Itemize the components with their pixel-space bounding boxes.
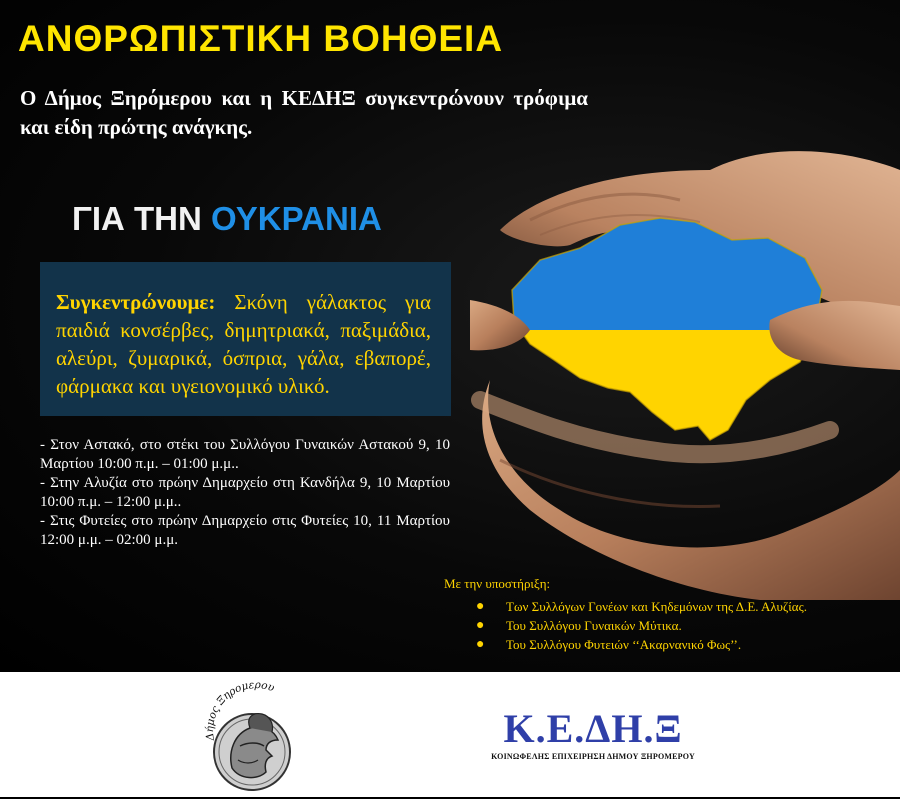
bullet-icon: ●: [476, 599, 485, 614]
subtitle: [72, 200, 382, 238]
bullet-icon: ●: [476, 618, 485, 633]
support-item-text: Του Συλλόγου Γυναικών Μύτικα.: [506, 618, 682, 633]
support-section: [440, 576, 890, 654]
support-item-text: Του Συλλόγου Φυτειών ‘‘Ακαρνανικό Φως’’.: [506, 637, 742, 652]
collect-items: Σκόνη γάλακτος για παιδιά κονσέρβες, δημητριακά, παξιμάδια, αλεύρι, ζυμαρικά, όσπρια, γάλα, εβαπορέ, φάρμακα και υγειονομικό υλικό.: [56, 290, 431, 398]
schedule-list: [40, 436, 450, 550]
collect-label: Συγκεντρώνουμε:: [56, 290, 216, 314]
seal-icon: [200, 682, 310, 794]
support-item: [440, 597, 890, 616]
subtitle-prefix: ΓΙΑ ΤΗΝ: [72, 200, 202, 237]
collect-text: [56, 288, 431, 400]
footer: [0, 672, 900, 797]
schedule-item-astakos: - Στον Αστακό, στο στέκι του Συλλόγου Γυναικών Αστακού 9, 10 Μαρτίου 10:00 π.μ. – 01:00 μ.μ..: [40, 437, 450, 472]
support-list: [440, 597, 890, 654]
kedhx-full-name: ΚΟΙΝΩΦΕΛΗΣ ΕΠΙΧΕΙΡΗΣΗ ΔΗΜΟΥ ΞΗΡΟΜΕΡΟΥ: [491, 752, 695, 761]
schedule-item-alyzia: - Στην Αλυζία στο πρώην Δημαρχείο στη Κανδήλα 9, 10 Μαρτίου 10:00 π.μ. – 12:00 μ.μ..: [40, 475, 450, 510]
kedhx-logo: [483, 708, 703, 761]
intro-text: Ο Δήμος Ξηρόμερου και η ΚΕΔΗΞ συγκεντρώνουν τρόφιμα και είδη πρώτης ανάγκης.: [20, 86, 588, 139]
municipality-seal-logo: [200, 682, 310, 794]
collect-box: [40, 262, 451, 416]
kedhx-name: Κ.Ε.ΔΗ.Ξ: [503, 706, 683, 751]
support-heading: Με την υποστήριξη:: [444, 576, 551, 591]
support-item: [440, 616, 890, 635]
bullet-icon: ●: [476, 637, 485, 652]
page-title: ΑΝΘΡΩΠΙΣΤΙΚΗ ΒΟΗΘΕΙΑ: [18, 18, 504, 59]
support-item: [440, 635, 890, 654]
seal-text: Δήμος Ξηρομέρου: [203, 682, 276, 742]
hands-ukraine-map-illustration: [470, 130, 900, 600]
support-item-text: Των Συλλόγων Γονέων και Κηδεμόνων της Δ.Ε. Αλυζίας.: [506, 599, 808, 614]
schedule-item-fyteies: - Στις Φυτείες στο πρώην Δημαρχείο στις Φυτείες 10, 11 Μαρτίου 12:00 μ.μ. – 02:00 μ.μ.: [40, 513, 450, 548]
subtitle-country: ΟΥΚΡΑΝΙΑ: [211, 200, 382, 237]
